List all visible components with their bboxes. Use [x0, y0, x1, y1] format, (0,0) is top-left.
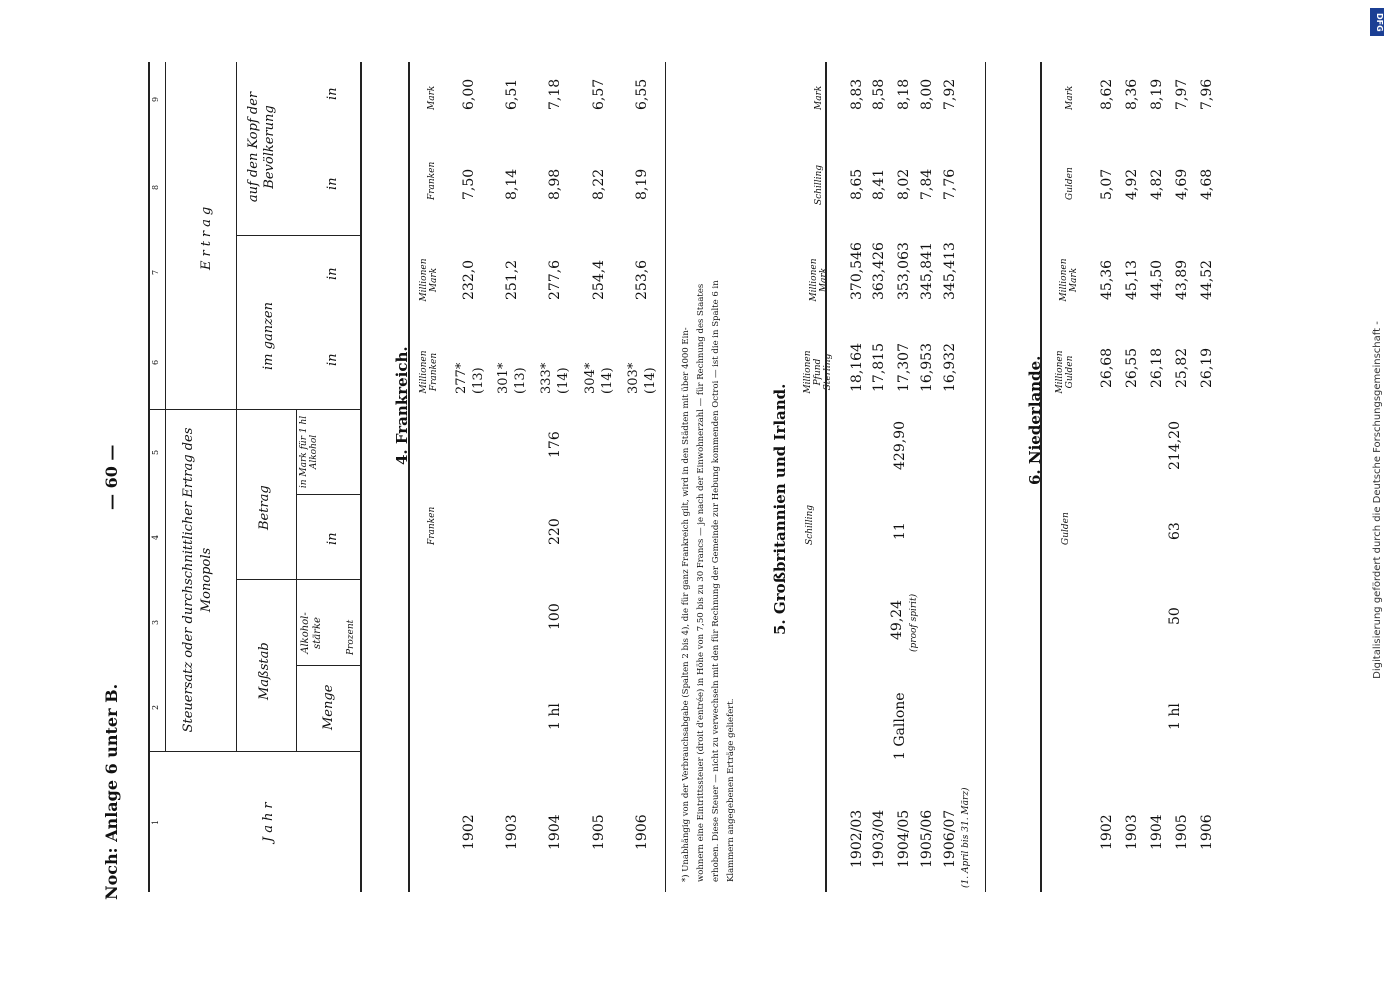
fr-c6a-1904: 333*	[539, 362, 554, 394]
gb-c8-1902-03: 8,65	[849, 168, 865, 200]
gb-c8-1903-04: 8,41	[871, 168, 887, 200]
col-menge-header: Menge	[321, 684, 336, 730]
colnum-9: 9	[151, 96, 160, 102]
gb-unit-c4: Schilling	[805, 504, 815, 545]
fr-jahr-1903: 1903	[504, 814, 520, 850]
fr-c7-1906: 253,6	[634, 259, 650, 300]
digitization-credit-text: Digitalisierung gefördert durch die Deutsche Forschungsgemeinschaft -	[1372, 321, 1383, 679]
fr-c6b-1903: (13)	[513, 367, 528, 394]
digitization-credit	[1368, 0, 1388, 1000]
col7-in: in	[325, 267, 340, 280]
fr-unit-c4: Franken	[427, 506, 437, 545]
fr-c7-1905: 254,4	[591, 259, 607, 300]
fr-jahr-1902: 1902	[461, 814, 477, 850]
colnum-6: 6	[151, 359, 160, 365]
col-im-ganzen-header: im ganzen	[261, 302, 276, 370]
gb-c8-1904-05: 8,02	[896, 168, 912, 200]
nl-c8-1903: 4,92	[1124, 168, 1140, 200]
gb-c6-1906-07: 16,932	[942, 343, 958, 392]
fr-c9-1905: 6,57	[591, 78, 607, 110]
nl-c7-1903: 45,13	[1124, 259, 1140, 300]
page-number: — 60 —	[102, 444, 121, 510]
nl-c9-1905: 7,97	[1174, 78, 1190, 110]
fr-footnote-line-3: erhoben. Diese Steuer — nicht zu verwechseln mit den für Rechnung der Gemeinde zur Hebung kommenden Octroi — ist die in Spalte 6 in	[711, 280, 721, 882]
nl-c9-1903: 8,36	[1124, 78, 1140, 110]
nl-c8-1905: 4,69	[1174, 168, 1190, 200]
gb-c7-1904-05: 353,063	[896, 242, 912, 300]
nl-jahr-1903: 1903	[1124, 814, 1140, 850]
page-header-left: Noch: Anlage 6 unter B.	[102, 683, 121, 900]
gb-c7-1902-03: 370,546	[849, 242, 865, 300]
nl-c6-1906: 26,19	[1199, 347, 1215, 388]
nl-top-rule	[1040, 62, 1042, 892]
nl-c7-1905: 43,89	[1174, 259, 1190, 300]
gb-top-rule	[825, 62, 827, 892]
gb-c6-1905-06: 16,953	[919, 343, 935, 392]
gb-alkohol: 49,24	[889, 599, 905, 640]
gb-jahr-1905-06: 1905/06	[919, 809, 935, 868]
fr-c6a-1902: 277*	[454, 362, 469, 394]
fr-c6b-1902: (13)	[471, 367, 486, 394]
col-steuersatz-header: Steuersatz oder durchschnittlicher Ertrag des Monopols	[181, 427, 214, 733]
header-divider-ertrag	[148, 409, 360, 410]
header-sub-rule-betrag	[296, 410, 297, 580]
nl-c6-1904: 26,18	[1149, 347, 1165, 388]
fr-c8-1905: 8,22	[591, 168, 607, 200]
header-divider-years	[148, 751, 360, 752]
gb-c7-1903-04: 363,426	[871, 242, 887, 300]
fr-footnote-line-1: *) Unabhängig von der Verbrauchsabgabe (Spalten 2 bis 4), die für ganz Frankreich gilt, wird in den Städten mit über 4000 Ein-	[681, 327, 691, 882]
fr-c9-1903: 6,51	[504, 78, 520, 110]
fr-top-rule	[408, 62, 410, 892]
table-header-bottom-rule	[360, 62, 362, 892]
col-massstab-header: Maßstab	[257, 642, 272, 700]
nl-jahr-1905: 1905	[1174, 814, 1190, 850]
nl-c9-1904: 8,19	[1149, 78, 1165, 110]
col-prozent-unit: Prozent	[346, 619, 356, 655]
gb-c9-1905-06: 8,00	[919, 78, 935, 110]
gb-alkohol-note: (proof spirit)	[909, 593, 919, 652]
fr-footnote-line-2: wohnern eine Eintrittssteuer (droit d'entrée) in Höhe von 7,50 bis zu 30 Francs — je nach der Einwohnerzahl — für Rechnung des Staates	[696, 283, 706, 882]
col-jahr-header: Jahr	[261, 798, 276, 842]
fr-c6a-1903: 301*	[496, 362, 511, 394]
gb-c6-1902-03: 18,164	[849, 343, 865, 392]
colnum-5: 5	[151, 449, 160, 455]
fr-jahr-1906: 1906	[634, 814, 650, 850]
nl-unit-c7: Millionen Mark	[1059, 258, 1079, 302]
col-kopf-header: auf den Kopf der Bevölkerung	[246, 91, 278, 203]
gb-jahr-1902-03: 1902/03	[849, 809, 865, 868]
nl-mark-hl: 214,20	[1167, 421, 1183, 470]
fr-c7-1904: 277,6	[547, 259, 563, 300]
colnum-7: 7	[151, 269, 160, 275]
fr-bottom-rule	[665, 62, 666, 892]
fr-unit-c8: Franken	[427, 161, 437, 200]
gb-unit-c6: Millionen Pfund Sterling	[803, 350, 833, 394]
fr-mark-hl: 176	[547, 431, 563, 458]
col-alkohol-header: Alkohol-stärke	[300, 612, 323, 654]
gb-jahr-1904-05: 1904/05	[896, 809, 912, 868]
section-title-grossbritannien: 5. Großbritannien und Irland.	[771, 383, 789, 635]
header-divider-markhl	[296, 494, 360, 495]
fr-c8-1906: 8,19	[634, 168, 650, 200]
nl-c8-1904: 4,82	[1149, 168, 1165, 200]
section-title-niederlande: 6. Niederlande.	[1026, 355, 1044, 485]
gb-c7-1905-06: 345,841	[919, 242, 935, 300]
fr-unit-c9: Mark	[427, 85, 437, 110]
fr-c9-1906: 6,55	[634, 78, 650, 110]
gb-unit-c9: Mark	[814, 85, 824, 110]
nl-c6-1905: 25,82	[1174, 347, 1190, 388]
col-mark-hl-header: in Mark für 1 hl Alkohol	[299, 415, 319, 489]
fr-jahr-1905: 1905	[591, 814, 607, 850]
dfg-logo: DFG	[1370, 8, 1384, 36]
colnum-8: 8	[151, 184, 160, 190]
fr-jahr-1904: 1904	[547, 814, 563, 850]
fr-c6b-1905: (14)	[600, 367, 615, 394]
gb-jahr-1903-04: 1903/04	[871, 809, 887, 868]
nl-alkohol: 50	[1167, 607, 1183, 625]
gb-jahr-1906-07: 1906/07	[942, 809, 958, 868]
nl-c7-1906: 44,52	[1199, 259, 1215, 300]
fr-unit-c7: Millionen Mark	[419, 258, 439, 302]
fr-c9-1904: 7,18	[547, 78, 563, 110]
nl-unit-c4: Gulden	[1061, 512, 1071, 545]
fr-c6b-1906: (14)	[643, 367, 658, 394]
nl-menge: 1 hl	[1167, 703, 1183, 730]
nl-unit-c8: Gulden	[1065, 167, 1075, 200]
gb-c9-1902-03: 8,83	[849, 78, 865, 110]
nl-c9-1906: 7,96	[1199, 78, 1215, 110]
col6-in: in	[325, 353, 340, 366]
nl-unit-c6: Millionen Gulden	[1055, 350, 1075, 394]
header-ertrag-sub-rule	[236, 62, 237, 410]
col9-in: in	[325, 87, 340, 100]
header-divider-alkohol	[296, 665, 360, 666]
gb-c6-1903-04: 17,815	[871, 343, 887, 392]
fr-c9-1902: 6,00	[461, 78, 477, 110]
gb-c9-1903-04: 8,58	[871, 78, 887, 110]
fr-c6a-1905: 304*	[583, 362, 598, 394]
fr-c6b-1904: (14)	[556, 367, 571, 394]
fr-c8-1904: 8,98	[547, 168, 563, 200]
nl-c9-1902: 8,62	[1099, 78, 1115, 110]
colnum-1: 1	[151, 819, 160, 825]
gb-c8-1905-06: 7,84	[919, 168, 935, 200]
gb-c9-1906-07: 7,92	[942, 78, 958, 110]
fr-menge: 1 hl	[547, 703, 563, 730]
fr-c8-1902: 7,50	[461, 168, 477, 200]
nl-jahr-1904: 1904	[1149, 814, 1165, 850]
fr-alkohol: 100	[547, 603, 563, 630]
nl-jahr-1902: 1902	[1099, 814, 1115, 850]
header-divider-betrag	[236, 579, 360, 580]
fr-footnote-line-4: Klammern angegebenen Erträge geliefert.	[726, 698, 736, 882]
fr-betrag: 220	[547, 518, 563, 545]
gb-jahr-note-1906-07: (1. April bis 31. März)	[961, 787, 971, 888]
nl-unit-c9: Mark	[1065, 85, 1075, 110]
fr-c7-1903: 251,2	[504, 259, 520, 300]
nl-betrag: 63	[1167, 522, 1183, 540]
colnum-2: 2	[151, 704, 160, 710]
fr-c7-1902: 232,0	[461, 259, 477, 300]
fr-c6a-1906: 303*	[626, 362, 641, 394]
nl-c7-1902: 45,36	[1099, 259, 1115, 300]
colnum-3: 3	[151, 619, 160, 625]
fr-c8-1903: 8,14	[504, 168, 520, 200]
nl-c8-1906: 4,68	[1199, 168, 1215, 200]
gb-c7-1906-07: 345,413	[942, 242, 958, 300]
nl-c6-1902: 26,68	[1099, 347, 1115, 388]
table-top-rule	[148, 62, 150, 892]
nl-c7-1904: 44,50	[1149, 259, 1165, 300]
gb-mark-hl: 429,90	[892, 421, 908, 470]
colnum-4: 4	[151, 534, 160, 540]
gb-c8-1906-07: 7,76	[942, 168, 958, 200]
gb-c6-1904-05: 17,307	[896, 343, 912, 392]
col-betrag-header: Betrag	[257, 485, 272, 530]
header-sub-rule	[296, 580, 297, 752]
header-colnum-rule	[165, 62, 166, 752]
gb-unit-c7: Millionen Mark	[809, 258, 829, 302]
fr-unit-c6: Millionen Franken	[419, 350, 439, 394]
col-ertrag-header: Ertrag	[199, 202, 214, 270]
header-divider-kopf	[236, 235, 360, 236]
nl-c6-1903: 26,55	[1124, 347, 1140, 388]
nl-jahr-1906: 1906	[1199, 814, 1215, 850]
gb-menge: 1 Gallone	[892, 692, 908, 760]
gb-unit-c8: Schilling	[814, 164, 824, 205]
col-betrag-in: in	[325, 532, 340, 545]
gb-betrag: 11	[892, 522, 908, 540]
col8-in: in	[325, 177, 340, 190]
section-title-frankreich: 4. Frankreich.	[393, 346, 411, 465]
gb-bottom-rule	[985, 62, 986, 892]
gb-c9-1904-05: 8,18	[896, 78, 912, 110]
nl-c8-1902: 5,07	[1099, 168, 1115, 200]
